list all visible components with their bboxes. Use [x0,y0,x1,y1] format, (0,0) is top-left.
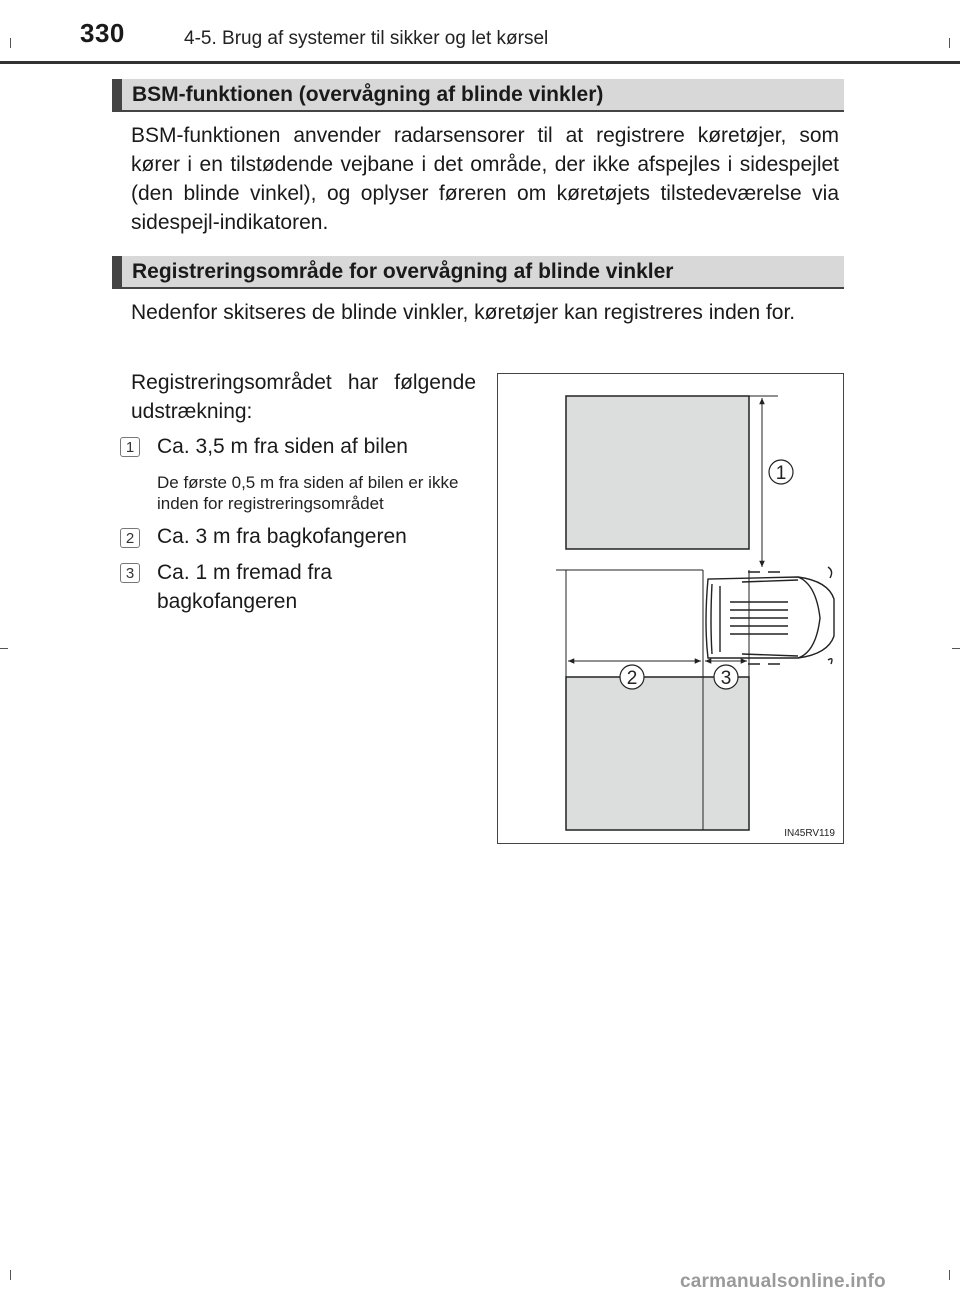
callout-3 [714,665,738,689]
crop-mark [10,1270,11,1280]
crop-mark [10,38,11,48]
watermark: carmanualsonline.info [680,1271,886,1292]
item-number: 2 [120,528,140,548]
section-title: BSM-funktionen (overvågning af blinde vinkler) [132,83,604,106]
item-number: 1 [120,437,140,457]
body-paragraph: Nedenfor skitseres de blinde vinkler, køretøjer kan registreres inden for. [131,301,796,324]
running-header: 4-5. Brug af systemer til sikker og let kørsel [184,28,549,49]
detection-diagram [498,374,843,843]
list-item-text: Ca. 1 m fremad fra bagkofangeren [157,561,333,613]
heading-bar [112,79,122,110]
header-rule [0,61,960,64]
rear-detection-zone [566,677,749,830]
section-heading-bsm [112,79,844,112]
section-heading-detection-area [112,256,844,289]
heading-bar [112,256,122,287]
crop-mark [949,38,950,48]
callout-1 [769,460,793,484]
list-item-note: De første 0,5 m fra siden af bilen er ikke inden for registreringsområdet [157,473,459,513]
list-item-text: Ca. 3 m fra bagkofangeren [157,525,407,548]
intro-paragraph: Registreringsområdet har følgende udstrækning: [131,371,476,423]
side-detection-zone [566,396,749,549]
body-paragraph: BSM-funktionen anvender radarsensorer til at registrere køretøjer, som kører i en tilstødende vejbane i det område, der ikke afspejles i sidespejlet (den blinde vinkel), og oplyser føreren om køretøjets tilstedeværelse via sidespejl-indikatoren. [131,124,839,234]
section-title: Registreringsområde for overvågning af blinde vinkler [132,260,674,283]
crop-mark [949,1270,950,1280]
detection-area-figure [497,373,844,844]
crop-mark [0,648,8,649]
svg-text:1: 1 [775,463,787,484]
figure-code: IN45RV119 [784,828,835,839]
svg-text:3: 3 [720,668,732,689]
list-item-text: Ca. 3,5 m fra siden af bilen [157,435,408,458]
car-top-view [706,567,834,664]
item-number: 3 [120,563,140,583]
crop-mark [952,648,960,649]
callout-2 [620,665,644,689]
page-number: 330 [80,18,125,48]
svg-text:2: 2 [626,668,638,689]
